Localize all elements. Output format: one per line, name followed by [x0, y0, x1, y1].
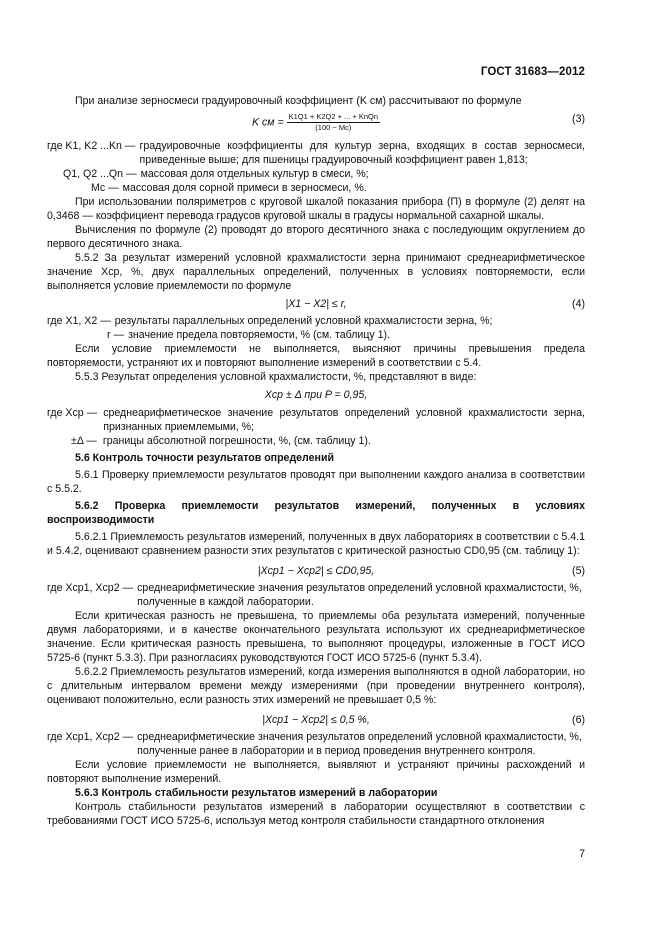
formula-expression: Xср ± Δ при P = 0,95, [264, 389, 368, 401]
where-desc: среднеарифметические значения результатов определений условной крахмалистости, %, полученные в каждой лаборатории. [137, 582, 582, 608]
page-number: 7 [579, 848, 585, 860]
paragraph: Вычисления по формуле (2) проводят до второго десятичного знака с последующим округлением до первого десятичного знака. [47, 224, 585, 250]
where-term: где K1, K2 ...Kn — [47, 140, 136, 152]
formula-number: (3) [572, 113, 585, 125]
formula-number: (6) [572, 714, 585, 726]
paragraph: Если условие приемлемости не выполняется, выясняют причины превышения предела повторяемости, устраняют их и повторяют выполнение измерений в соответствии с 5.4. [47, 343, 585, 369]
paragraph: При анализе зерносмеси градуировочный коэффициент (K см) рассчитывают по формуле [75, 95, 522, 107]
where-term: ±Δ — [71, 435, 97, 447]
where-clause [47, 581, 585, 609]
document-code: ГОСТ 31683—2012 [480, 66, 585, 78]
where-clause [47, 139, 585, 167]
formula-expression: |Xср1 − Xср2| ≤ CD0,95, [257, 565, 375, 577]
paragraph: 5.6.2.2 Приемлемость результатов измерений, когда измерения выполняются в одной лаборатории, но с длительным интервалом времени между измерениями (при проведении внутреннего контроля), оценивают положительно, если разность этих измерений не превышает 0,5 %: [47, 666, 585, 706]
section-heading: 5.6.3 Контроль стабильности результатов измерений в лаборатории [75, 787, 438, 799]
paragraph: Если условие приемлемости не выполняется, выявляют и устраняют причины расхождений и повторяют выполнение измерений. [47, 759, 585, 785]
where-clause [47, 434, 585, 448]
formula-fraction [287, 112, 380, 133]
where-clause [47, 167, 585, 181]
formula-number: (5) [572, 565, 585, 577]
section-heading: 5.6 Контроль точности результатов определений [75, 452, 334, 464]
where-term: где Xср1, Xср2 — [47, 731, 134, 743]
paragraph: 5.5.2 За результат измерений условной крахмалистости зерна принимают среднеарифметическое значение Xср, %, двух параллельных определений, полученных в условиях повторяемости, если выполняется условие приемлемости по формуле [47, 252, 585, 292]
where-clause [47, 406, 585, 434]
where-desc: массовая доля сорной примеси в зерносмеси, %. [122, 182, 367, 194]
formula-result [47, 388, 585, 402]
where-clause [47, 314, 585, 328]
where-term: Mc — [91, 182, 119, 194]
formula-lhs: K см = [251, 116, 284, 129]
where-term: где X1, X2 — [47, 315, 111, 327]
where-desc: среднеарифметические значения результатов определений условной крахмалистости, %, полученные ранее в лаборатории и в период проведения внутреннего контроля. [137, 731, 582, 757]
where-desc: границы абсолютной погрешности, %, (см. таблицу 1). [102, 435, 371, 447]
formula-numerator: K1Q1 + K2Q2 + ... + KnQn [288, 112, 379, 121]
paragraph: Если критическая разность не превышена, то приемлемы оба результата измерений, полученные двумя лабораториями, и в качестве окончательного результата используют их среднеарифметическое значение. Если критическая разность превышена, то выполняют процедуры, изложенные в ГОСТ ИСО 5725-6 (пункт 5.3.3). При разногласиях руководствуются ГОСТ ИСО 5725-6 (пункт 5.3.4). [47, 610, 585, 664]
paragraph: 5.6.1 Проверку приемлемости результатов проводят при выполнении каждого анализа в соответствии с 5.5.2. [47, 469, 585, 495]
section-heading: 5.6.2 Проверка приемлемости результатов измерений, полученных в условиях воспроизводимости [47, 500, 585, 526]
where-term: где Xср1, Xср2 — [47, 582, 134, 594]
paragraph: Контроль стабильности результатов измерений в лаборатории осуществляют в соответствии с требованиями ГОСТ ИСО 5725-6, используя метод контроля стабильности стандартного отклонения [47, 801, 585, 827]
where-desc: массовая доля отдельных культур в смеси, %; [140, 168, 369, 180]
where-term: r — [107, 329, 125, 341]
paragraph: 5.6.2.1 Приемлемость результатов измерений, полученных в двух лабораториях в соответствии с 5.4.1 и 5.4.2, оценивают сравнением разности этих результатов с критической разностью CD0,95 (см. таблицу 1): [47, 531, 585, 557]
where-desc: градуировочные коэффициенты для культур зерна, входящих в состав зерносмеси, приведенные выше; для пшеницы градуировочный коэффициент равен 1,813; [139, 140, 585, 166]
formula-expression: |X1 − X2| ≤ r, [285, 298, 347, 310]
formula-number: (4) [572, 298, 585, 310]
where-desc: среднеарифметическое значение результатов определений условной крахмалистости зерна, признанных приемлемыми, %; [103, 407, 585, 433]
where-clause [47, 181, 585, 195]
paragraph: 5.5.3 Результат определения условной крахмалистости, %, представляют в виде: [75, 371, 477, 383]
where-term: Q1, Q2 ...Qn — [63, 168, 137, 180]
formula-4 [47, 297, 585, 311]
where-clause [47, 730, 585, 758]
formula-6 [47, 713, 585, 727]
where-desc: значение предела повторяемости, % (см. таблицу 1). [128, 329, 391, 341]
formula-3 [47, 112, 585, 133]
page-body [47, 94, 585, 828]
formula-denominator: (100 − Mc) [315, 123, 352, 132]
paragraph: При использовании поляриметров с круговой шкалой показания прибора (П) в формуле (2) делят на 0,3468 — коэффициент перевода градусов круговой шкалы в градусы нормальной сахарной шкалы. [47, 196, 585, 222]
formula-5 [47, 564, 585, 578]
where-term: где Xср — [47, 407, 98, 419]
formula-expression: |Xср1 − Xср2| ≤ 0,5 %, [262, 714, 370, 726]
where-clause [47, 328, 585, 342]
where-desc: результаты параллельных определений условной крахмалистости зерна, %; [114, 315, 493, 327]
